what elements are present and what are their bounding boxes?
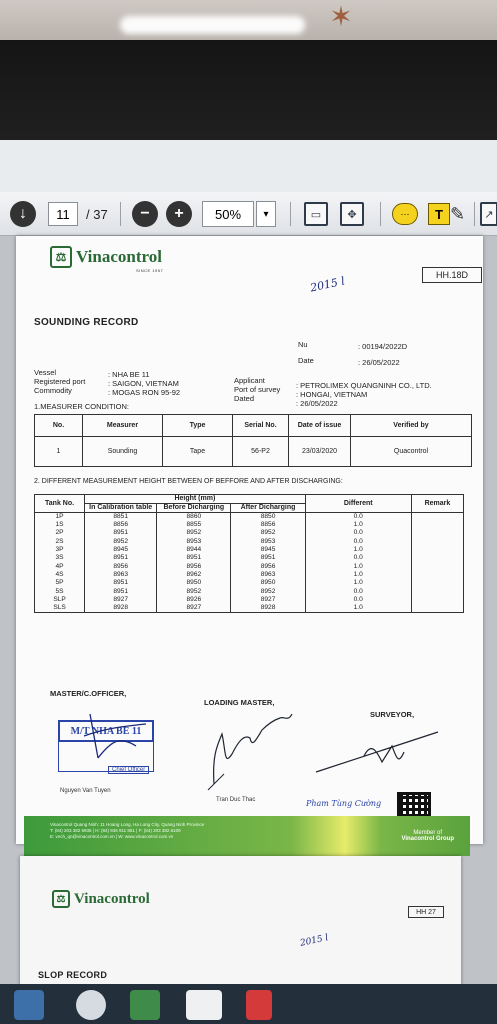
height-cell: 8956	[157, 562, 231, 570]
text-annotation-icon[interactable]: T	[428, 203, 450, 225]
doc-no-value: : 00194/2022D	[358, 342, 408, 351]
applicant-value-2: : 26/05/2022	[296, 399, 338, 408]
height-cell: 8950	[231, 579, 305, 587]
vessel-value-2: : MOGAS RON 95-92	[108, 388, 181, 397]
remark-cell	[411, 521, 463, 529]
t1-header-verified: Verified by	[351, 415, 472, 437]
scales-icon: ⚖	[50, 246, 72, 268]
vessel-label-2: Commodity	[34, 386, 72, 395]
remark-cell	[411, 562, 463, 570]
t1-header-date: Date of issue	[289, 415, 351, 437]
vessel-label-0: Vessel	[34, 368, 57, 377]
monitor-bezel	[0, 40, 497, 145]
height-cell: 8963	[231, 571, 305, 579]
remark-cell	[411, 596, 463, 604]
doc-date-label: Date	[298, 356, 314, 365]
height-cell: 8927	[85, 596, 157, 604]
zoom-level-field[interactable]: 50%	[202, 201, 254, 227]
height-cell: 8944	[157, 546, 231, 554]
height-cell: 8851	[85, 513, 157, 522]
handwritten-mark-2: 2015 l	[299, 933, 330, 949]
height-cell: 8951	[157, 554, 231, 562]
next-page-icon[interactable]: ↓	[10, 201, 36, 227]
logo-since: SINCE 1957	[136, 268, 164, 273]
table-row	[35, 529, 464, 537]
ceiling-light	[120, 16, 305, 34]
master-signature	[76, 706, 156, 776]
height-cell: 1P	[35, 513, 85, 522]
height-cell: 1.0	[305, 571, 411, 579]
pdf-reader-icon[interactable]	[246, 990, 272, 1020]
monitor-screen	[0, 140, 497, 1024]
page2-title: SLOP RECORD	[38, 970, 108, 980]
remark-cell	[411, 546, 463, 554]
scales-icon: ⚖	[52, 890, 70, 908]
height-cell: 1.0	[305, 546, 411, 554]
remark-cell	[411, 554, 463, 562]
zoom-in-icon[interactable]: +	[166, 201, 192, 227]
page-title: SOUNDING RECORD	[34, 317, 139, 328]
t2-header-diff: Different	[305, 495, 411, 513]
fit-page-icon[interactable]: ▭	[304, 202, 328, 226]
zoom-out-icon[interactable]: −	[132, 201, 158, 227]
height-cell: 0.0	[305, 596, 411, 604]
height-cell: 8927	[231, 596, 305, 604]
surveyor-signature	[312, 726, 442, 776]
height-cell: 3P	[35, 546, 85, 554]
height-cell: 8928	[231, 604, 305, 613]
page-total: / 37	[86, 206, 108, 222]
applicant-label-2: Dated	[234, 394, 255, 403]
handwritten-mark: 2015 l	[309, 274, 346, 295]
table-row	[35, 546, 464, 554]
t1-header-serial: Serial No.	[233, 415, 289, 437]
comment-icon[interactable]: ···	[392, 203, 418, 225]
surveyor-label: SURVEYOR,	[370, 710, 415, 719]
height-cell: 1S	[35, 521, 85, 529]
height-cell: 5P	[35, 579, 85, 587]
height-cell: 1.0	[305, 562, 411, 570]
height-cell: 8856	[231, 521, 305, 529]
page-number-input[interactable]: 11	[48, 202, 78, 226]
t1-cell: 1	[35, 437, 83, 467]
table-row	[35, 513, 464, 522]
height-cell: 0.0	[305, 538, 411, 546]
document-code-2: HH 27	[408, 906, 444, 918]
height-cell: 8953	[231, 538, 305, 546]
master-name: Nguyen Van Tuyen	[60, 788, 111, 794]
height-cell: 8945	[231, 546, 305, 554]
zoom-dropdown-button[interactable]: ▾	[256, 201, 276, 227]
height-table	[34, 494, 464, 613]
master-label: MASTER/C.OFFICER,	[50, 689, 127, 698]
loading-master-name: Tran Duc Thac	[216, 797, 256, 803]
applicant-value-1: : HONGAI, VIETNAM	[296, 390, 368, 399]
height-cell: 0.0	[305, 529, 411, 537]
table-row	[35, 562, 464, 570]
remark-cell	[411, 538, 463, 546]
footer-line-0: Vinacontrol Quang Ninh: 11 Hoang Long, Ha Long City, Quang Ninh Province	[50, 822, 205, 827]
height-cell: 8928	[85, 604, 157, 613]
height-cell: 4S	[35, 571, 85, 579]
wall-decoration: ✶	[329, 1, 353, 32]
height-cell: 8856	[85, 521, 157, 529]
height-cell: 8952	[231, 529, 305, 537]
remark-cell	[411, 529, 463, 537]
height-cell: 8952	[231, 587, 305, 595]
t1-cell: 23/03/2020	[289, 437, 351, 467]
height-cell: 8860	[157, 513, 231, 522]
height-cell: 8850	[231, 513, 305, 522]
t2-header-after: After Dicharging	[231, 504, 305, 513]
document-page	[16, 236, 483, 844]
t2-header-height: Height (mm)	[85, 495, 306, 504]
height-cell: 8950	[157, 579, 231, 587]
section-2-heading: 2. DIFFERENT MEASUREMENT HEIGHT BETWEEN OF BEFFORE AND AFTER DISCHARGING:	[34, 478, 343, 485]
share-icon[interactable]: ↗	[480, 202, 497, 226]
t1-header-measurer: Measurer	[83, 415, 163, 437]
height-cell: 2P	[35, 529, 85, 537]
applicant-label-0: Applicant	[234, 376, 265, 385]
t1-cell: Tape	[163, 437, 233, 467]
footer-line-1: T: (84) 203 382 5935 | H: (84) 936 911 851 | F: (84) 203 382 6109	[50, 828, 181, 833]
height-cell: 0.0	[305, 554, 411, 562]
t1-header-no: No.	[35, 415, 83, 437]
table-row	[35, 521, 464, 529]
height-cell: 0.0	[305, 587, 411, 595]
t2-header-remark: Remark	[411, 495, 463, 513]
t1-cell: Quacontrol	[351, 437, 472, 467]
t1-cell: 56-P2	[233, 437, 289, 467]
table-row	[35, 554, 464, 562]
height-cell: 8953	[157, 538, 231, 546]
footer-line-2: E: vnch_qn@vinacontrol.com.vn | W: www.vinacontrol.com.vn	[50, 834, 174, 839]
full-screen-icon[interactable]: ✥	[340, 202, 364, 226]
height-cell: 8927	[157, 604, 231, 613]
table-row	[35, 437, 472, 467]
height-cell: 1.0	[305, 579, 411, 587]
table-row	[35, 571, 464, 579]
height-cell: SLS	[35, 604, 85, 613]
t2-header-before: Before Dicharging	[157, 504, 231, 513]
height-cell: 8963	[85, 571, 157, 579]
height-cell: 8951	[85, 579, 157, 587]
height-cell: 1.0	[305, 604, 411, 613]
remark-cell	[411, 587, 463, 595]
vessel-label-1: Registered port	[34, 377, 86, 386]
vessel-value-0: : NHA BE 11	[108, 370, 150, 379]
height-cell: 8855	[157, 521, 231, 529]
height-cell: 8926	[157, 596, 231, 604]
height-cell: SLP	[35, 596, 85, 604]
pencil-icon[interactable]: ✎	[450, 203, 466, 224]
table-row	[35, 596, 464, 604]
height-cell: 4P	[35, 562, 85, 570]
height-cell: 8951	[231, 554, 305, 562]
measurer-table	[34, 414, 472, 467]
remark-cell	[411, 604, 463, 613]
height-cell: 8951	[85, 554, 157, 562]
remark-cell	[411, 513, 463, 522]
height-cell: 8951	[85, 529, 157, 537]
footer-member: Member of Vinacontrol Group	[401, 830, 454, 842]
height-cell: 5S	[35, 587, 85, 595]
loading-master-signature	[184, 704, 304, 794]
file-explorer-icon[interactable]	[14, 990, 44, 1020]
doc-no-label: Nu	[298, 340, 308, 349]
section-1-heading: 1.MEASURER CONDITION:	[34, 402, 130, 411]
height-cell: 8951	[85, 587, 157, 595]
browser-icon[interactable]	[76, 990, 106, 1020]
vinacontrol-logo-2: ⚖ Vinacontrol	[52, 890, 150, 908]
height-cell: 8952	[85, 538, 157, 546]
doc-date-value: : 26/05/2022	[358, 358, 400, 367]
height-cell: 8956	[85, 562, 157, 570]
surveyor-name: Pham Tùng Cường	[306, 799, 382, 808]
applicant-value-0: : PETROLIMEX QUANGNINH CO., LTD.	[296, 381, 432, 390]
height-cell: 8962	[157, 571, 231, 579]
pdf-toolbar	[0, 192, 497, 236]
t1-header-type: Type	[163, 415, 233, 437]
vessel-value-1: : SAIGON, VIETNAM	[108, 379, 179, 388]
table-row	[35, 587, 464, 595]
applicant-label-1: Port of survey	[234, 385, 281, 394]
app-top-area	[0, 140, 497, 192]
table-row	[35, 604, 464, 613]
t2-header-calib: In Calibration table	[85, 504, 157, 513]
height-cell: 8945	[85, 546, 157, 554]
master-stamp: M/T NHA BE 11	[58, 720, 154, 742]
height-cell: 8956	[231, 562, 305, 570]
vinacontrol-logo: ⚖ Vinacontrol	[50, 246, 162, 268]
table-row	[35, 579, 464, 587]
height-cell: 0.0	[305, 513, 411, 522]
remark-cell	[411, 571, 463, 579]
height-cell: 1.0	[305, 521, 411, 529]
height-cell: 3S	[35, 554, 85, 562]
stamp-subtitle: Chief Officer	[108, 766, 149, 774]
loading-master-label: LOADING MASTER,	[204, 698, 275, 707]
spreadsheet-icon[interactable]	[130, 990, 160, 1020]
t1-cell: Sounding	[83, 437, 163, 467]
height-cell: 8952	[157, 529, 231, 537]
document-code: HH.18D	[422, 267, 482, 283]
height-cell: 8952	[157, 587, 231, 595]
t2-header-tank: Tank No.	[35, 495, 85, 513]
height-cell: 2S	[35, 538, 85, 546]
document-footer	[24, 816, 470, 856]
document-app-icon[interactable]	[186, 990, 222, 1020]
taskbar	[0, 984, 497, 1024]
table-row	[35, 538, 464, 546]
remark-cell	[411, 579, 463, 587]
